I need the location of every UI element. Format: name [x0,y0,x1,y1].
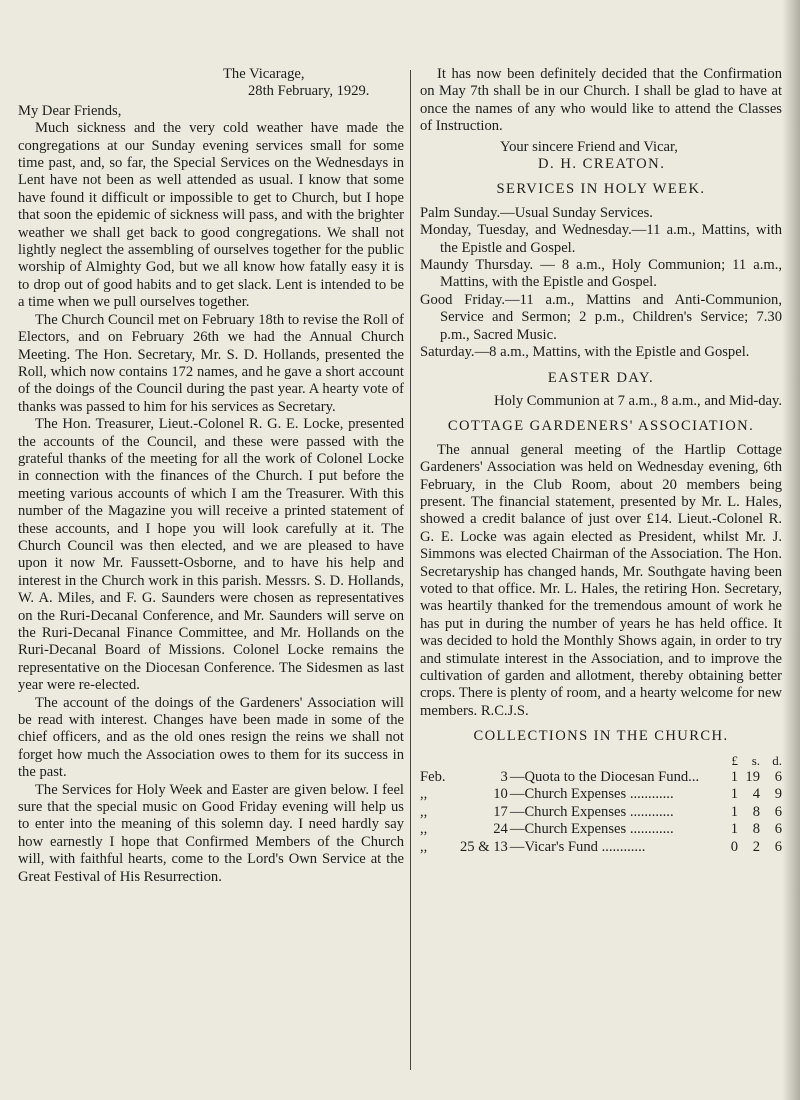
page-edge-shadow [782,0,800,1100]
letter-salutation: My Dear Friends, [18,102,122,119]
row-shillings: 8 [752,803,760,820]
row-pence: 9 [774,786,782,803]
easter-heading: EASTER DAY. [547,369,655,386]
row-description: —Church Expenses ............ [509,786,674,803]
row-description: —Church Expenses ............ [509,821,674,838]
shillings-header: s. [751,752,760,768]
row-shillings: 4 [752,786,760,803]
row-day: 3 [500,769,508,786]
table-row [420,839,782,856]
column-divider [410,70,411,1070]
holy-week-heading: SERVICES IN HOLY WEEK. [496,181,706,198]
row-shillings: 2 [752,838,760,855]
letter-paragraph-1: Much sickness and the very cold weather have made the congregations at our Sunday evening services small for some time past, and, so far, the Special Services on the Wednesdays in Lent have not been as well attended as usual. I know that some have found it difficult or impossible to get to Church, but I hope that soon the epidemic of sickness will pass, and with the brighter weather we shall get back to good congregations. We shall not lightly neglect the assembling of ourselves together for the public worship of Almighty God, but we all know how fatally easy it is to drop out of good habits and to get slack. Lent is intended to be a time when we pull ourselves together. [18,120,404,311]
row-description: —Church Expenses ............ [509,803,674,820]
row-day: 10 [493,786,508,803]
collections-header-row [420,752,782,769]
letter-paragraph-5: The Services for Holy Week and Easter are given below. I feel sure that the special music on Good Friday evening will help us to enter into the meaning of this solemn day. I need hardly say how earnestly I hope that Confirmed Members of the Church will, with faithful hearts, come to the Lord's Own Service at the Great Festival of His Resurrection. [18,781,404,885]
row-pounds: 1 [730,786,738,803]
row-day: 25 & 13 [460,838,508,855]
row-pence: 6 [774,838,782,855]
row-month: ,, [420,803,428,820]
letter-paragraph-6: It has now been definitely decided that the Confirmation on May 7th shall be in our Church. I shall be glad to have at once the names of any who would like to attend the Classes of Instruction. [420,66,782,135]
pence-header: d. [772,752,782,768]
gardeners-body: The annual general meeting of the Hartlip Cottage Gardeners' Association was held on Wednesday evening, 6th February, in the Club Room, about 20 members being present. The financial statement, presented by Mr. L. Hales, showed a credit balance of just over £14. Lieut.-Colonel R. G. E. Locke was again elected as President, whilst Mr. J. Simmons was elected Chairman of the Association. The Hon. Secretaryship has changed hands, Mr. Southgate having been voted to that office. Mr. L. Hales, the retiring Hon. Secretary, was heartily thanked for the tremendous amount of work he has put in during the number of years he has held office. It was decided to hold the Monthly Shows again, in order to try and stimulate interest in the Association, and to improve the cultivation of garden and allotment, thereby obtaining better crops. There is plenty of room, and a hearty welcome for new members. [420,441,782,719]
row-description: —Vicar's Fund ............ [509,838,646,855]
row-month: ,, [420,786,428,803]
row-pounds: 1 [730,769,738,786]
row-pounds: 0 [730,838,738,855]
row-day: 17 [493,803,508,820]
letter-paragraph-4: The account of the doings of the Gardeners' Association will be read with interest. Changes have been made in some of the chief officers, and as the old ones resign the reins we shall not forget how much the Association owes to them for its success in the past. [18,694,404,781]
collections-table [420,752,782,856]
row-shillings: 19 [745,769,760,786]
row-pence: 6 [774,821,782,838]
letter-paragraph-3: The Hon. Treasurer, Lieut.-Colonel R. G. E. Locke, presented the accounts of the Council, and these were passed with the grateful thanks of the meeting for all the work of Colonel Locke in connection with the finances of the Church. I put before the meeting various accounts of which I am the Treasurer. With this number of the Magazine you will receive a printed statement of these accounts, and I hope you will look carefully at it. The Church Council was then elected, and we are pleased to have upon it now Mr. Faussett-Osborne, and to have his help and interest in the Church work in this parish. Messrs. S. D. Hollands, W. A. Miles, and F. G. Saunders were chosen as representatives on the Ruri-Decanal Conference, and Mr. Saunders will serve on the Ruri-Decanal Finance Committee, and Mr. Hollands on the Ruri-Decanal Board of Missions. Colonel Locke remains the representative on the Diocesan Conference. The Sidesmen as last year were re-elected. [18,416,404,694]
row-pounds: 1 [730,803,738,820]
pounds-header: £ [731,752,738,768]
table-row [420,769,782,786]
row-shillings: 8 [752,821,760,838]
gardeners-text [420,442,782,721]
holy-week-item: Monday, Tuesday, and Wednesday.—11 a.m., Mattins, with the Epistle and Gospel. [420,222,782,256]
left-column [18,66,404,886]
row-pounds: 1 [730,821,738,838]
right-column [420,66,782,856]
collections-heading: COLLECTIONS IN THE CHURCH. [473,728,729,745]
row-month: Feb. [420,769,446,786]
holy-week-item: Good Friday.—11 a.m., Mattins and Anti-Communion, Service and Sermon; 2 p.m., Children's Service; 7.30 p.m., Sacred Music. [420,291,782,343]
gardeners-initials: R.C.J.S. [480,702,529,719]
letter-signature: D. H. CREATON. [538,156,666,173]
gardeners-heading: COTTAGE GARDENERS' ASSOCIATION. [447,418,755,435]
table-row [420,821,782,838]
letter-paragraph-2: The Church Council met on February 18th to revise the Roll of Electors, and on February 26th we had the Annual Church Meeting. The Hon. Secretary, Mr. S. D. Hollands, presented the Roll, which now contains 172 names, and he gave a short account of the doings of the Council during the past year. A hearty vote of thanks was passed to him for his services as Secretary. [18,311,404,415]
holy-week-item: Saturday.—8 a.m., Mattins, with the Epistle and Gospel. [420,344,750,361]
row-day: 24 [493,821,508,838]
letter-date: 28th February, 1929. [248,83,370,100]
holy-week-item: Palm Sunday.—Usual Sunday Services. [420,204,653,221]
row-pence: 6 [774,769,782,786]
letter-closing: Your sincere Friend and Vicar, [500,138,678,155]
easter-text: Holy Communion at 7 a.m., 8 a.m., and Mid-day. [493,392,782,409]
row-description: —Quota to the Diocesan Fund... [509,769,700,786]
holy-week-item: Maundy Thursday. — 8 a.m., Holy Communion; 11 a.m., Mattins, with the Epistle and Gospel. [420,257,782,291]
table-row [420,804,782,821]
letter-address-line1: The Vicarage, [223,66,305,82]
row-month: ,, [420,838,428,855]
row-month: ,, [420,821,428,838]
table-row [420,786,782,803]
row-pence: 6 [774,803,782,820]
